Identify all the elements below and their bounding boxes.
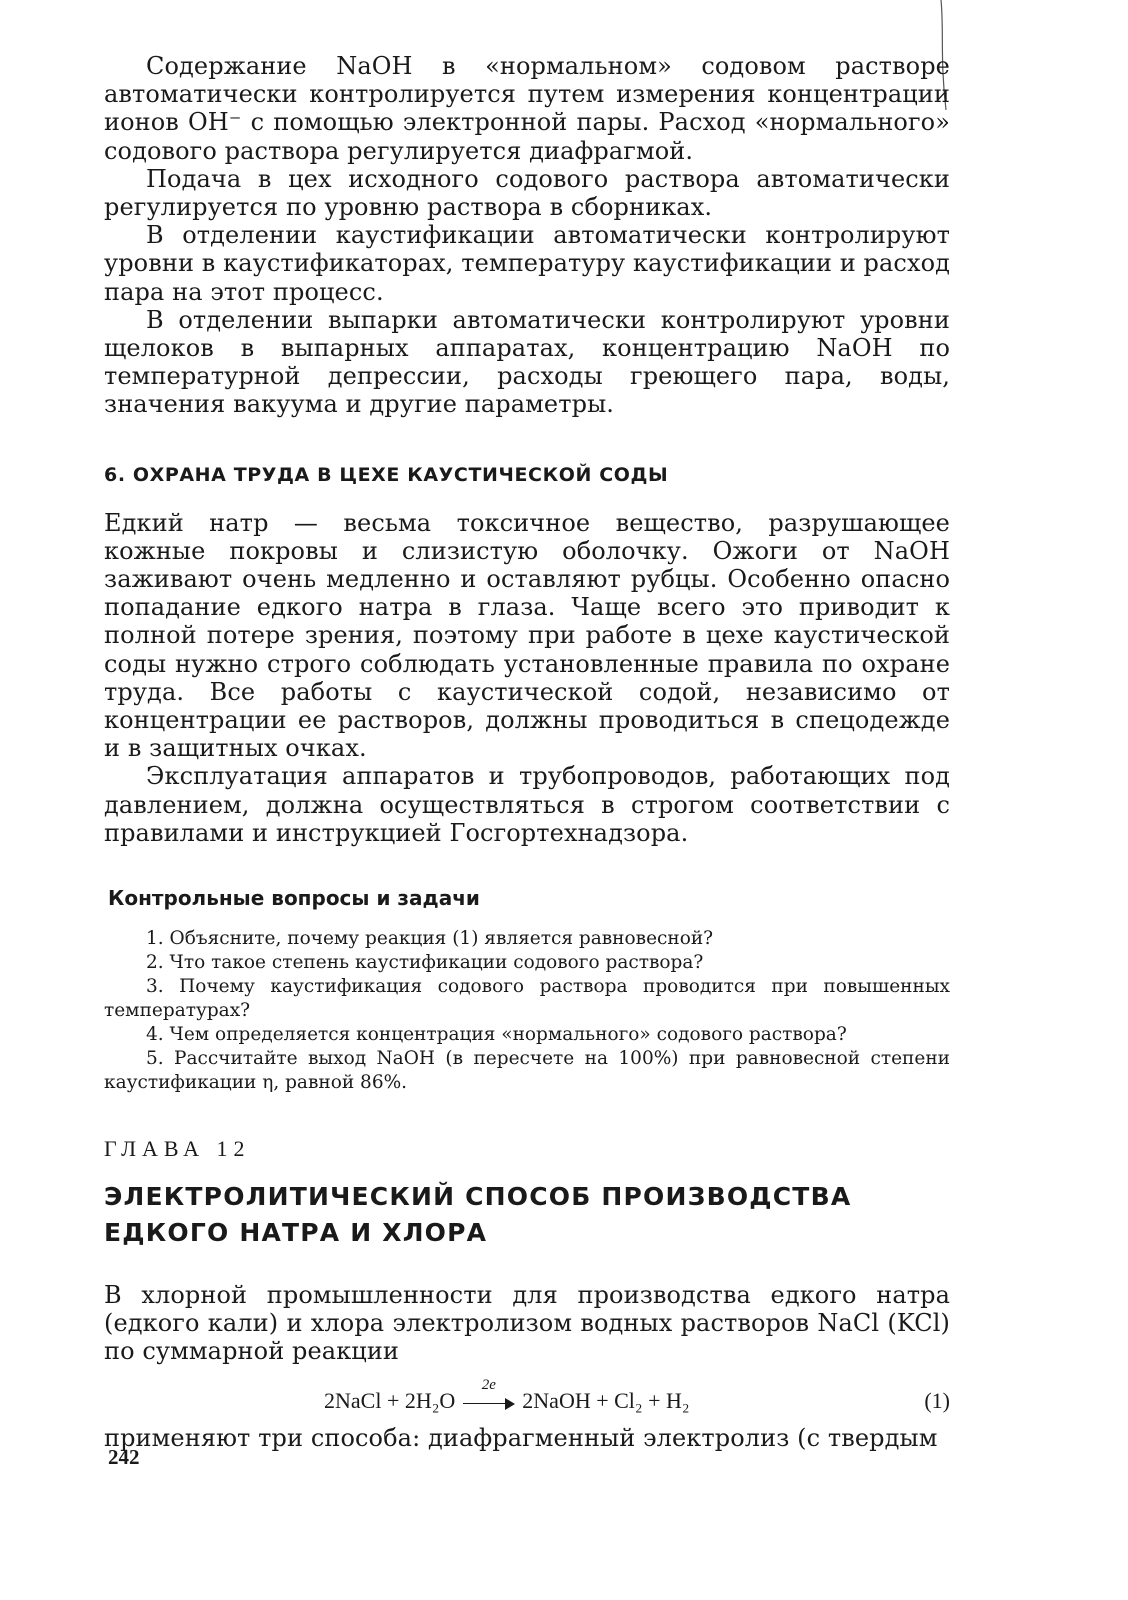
document-page	[104, 52, 950, 1452]
reaction-arrow-icon	[463, 1376, 515, 1413]
reaction-equation	[104, 1374, 950, 1420]
paragraph-after-equation: применяют три способа: диафрагменный электролиз (с твердым	[104, 1423, 938, 1452]
page-number: 242	[108, 1445, 140, 1469]
paragraph-soda-feed: Подача в цех исходного содового раствора автоматически регулируется по уровню раствора в сборниках.	[104, 164, 950, 222]
chapter-label: ГЛАВА 12	[104, 1136, 251, 1162]
paragraph-pressure-equipment: Эксплуатация аппаратов и трубопроводов, работающих под давлением, должна осуществляться в строгом соответствии с правилами и инструкцией Госгортехнадзора.	[104, 762, 950, 847]
chapter-title	[104, 1179, 950, 1251]
question-item: 4. Чем определяется концентрация «нормального» содового раствора?	[146, 1024, 847, 1046]
paragraph-chapter-intro: В хлорной промышленности для производства едкого натра (едкого кали) и хлора электролизом водных растворов NaCl (KCl) по суммарной реакции	[104, 1281, 950, 1366]
questions-heading: Контрольные вопросы и задачи	[108, 886, 480, 911]
question-item: 1. Объясните, почему реакция (1) является равновесной?	[146, 928, 714, 950]
paragraph-naoh-control: Содержание NaOH в «нормальном» содовом растворе автоматически контролируется путем измерения концентрации ионов ОН⁻ с помощью электронной пары. Расход «нормального» содового раствора регулируется диафрагмой.	[104, 52, 950, 165]
paragraph-evaporation: В отделении выпарки автоматически контролируют уровни щелоков в выпарных аппаратах, концентрацию NaOH по температурной депрессии, расходы греющего пара, воды, значения вакуума и другие параметры.	[104, 305, 950, 419]
questions-list	[104, 927, 950, 1095]
section-heading-labor-safety: 6. ОХРАНА ТРУДА В ЦЕХЕ КАУСТИЧЕСКОЙ СОДЫ	[104, 463, 669, 486]
chapter-title-line: ЭЛЕКТРОЛИТИЧЕСКИЙ СПОСОБ ПРОИЗВОДСТВА	[104, 1182, 852, 1212]
equation-number: (1)	[924, 1387, 950, 1413]
paragraph-caustification: В отделении каустификации автоматически контролируют уровни в каустификаторах, температуру каустификации и расход пара на этот процесс.	[104, 221, 950, 306]
paragraph-toxicity: Едкий натр — весьма токсичное вещество, разрушающее кожные покровы и слизистую оболочку. Ожоги от NaOH заживают очень медленно и оставляют рубцы. Особенно опасно попадание едкого натра в глаза. Чаще всего это приводит к полной потере зрения, поэтому при работе в цехе каустической соды нужно строго соблюдать установленные правила по охране труда. Все работы с каустической содой, независимо от концентрации ее растворов, должны проводиться в спецодежде и в защитных очках.	[104, 508, 950, 763]
question-item: 2. Что такое степень каустификации содового раствора?	[146, 952, 704, 974]
arrow-label: 2e	[481, 1376, 496, 1393]
equation-body	[324, 1376, 690, 1414]
chapter-title-line: ЕДКОГО НАТРА И ХЛОРА	[104, 1218, 488, 1248]
question-item: 3. Почему каустификация содового раствора проводится при повышенных температурах?	[104, 976, 950, 1022]
question-item: 5. Рассчитайте выход NaOH (в пересчете на 100%) при равновесной степени каустификации η, равной 86%.	[104, 1048, 950, 1094]
equation-reactants: 2NaCl + 2H₂O	[324, 1387, 456, 1413]
equation-products: 2NaOH + Cl₂ + H₂	[522, 1387, 690, 1413]
